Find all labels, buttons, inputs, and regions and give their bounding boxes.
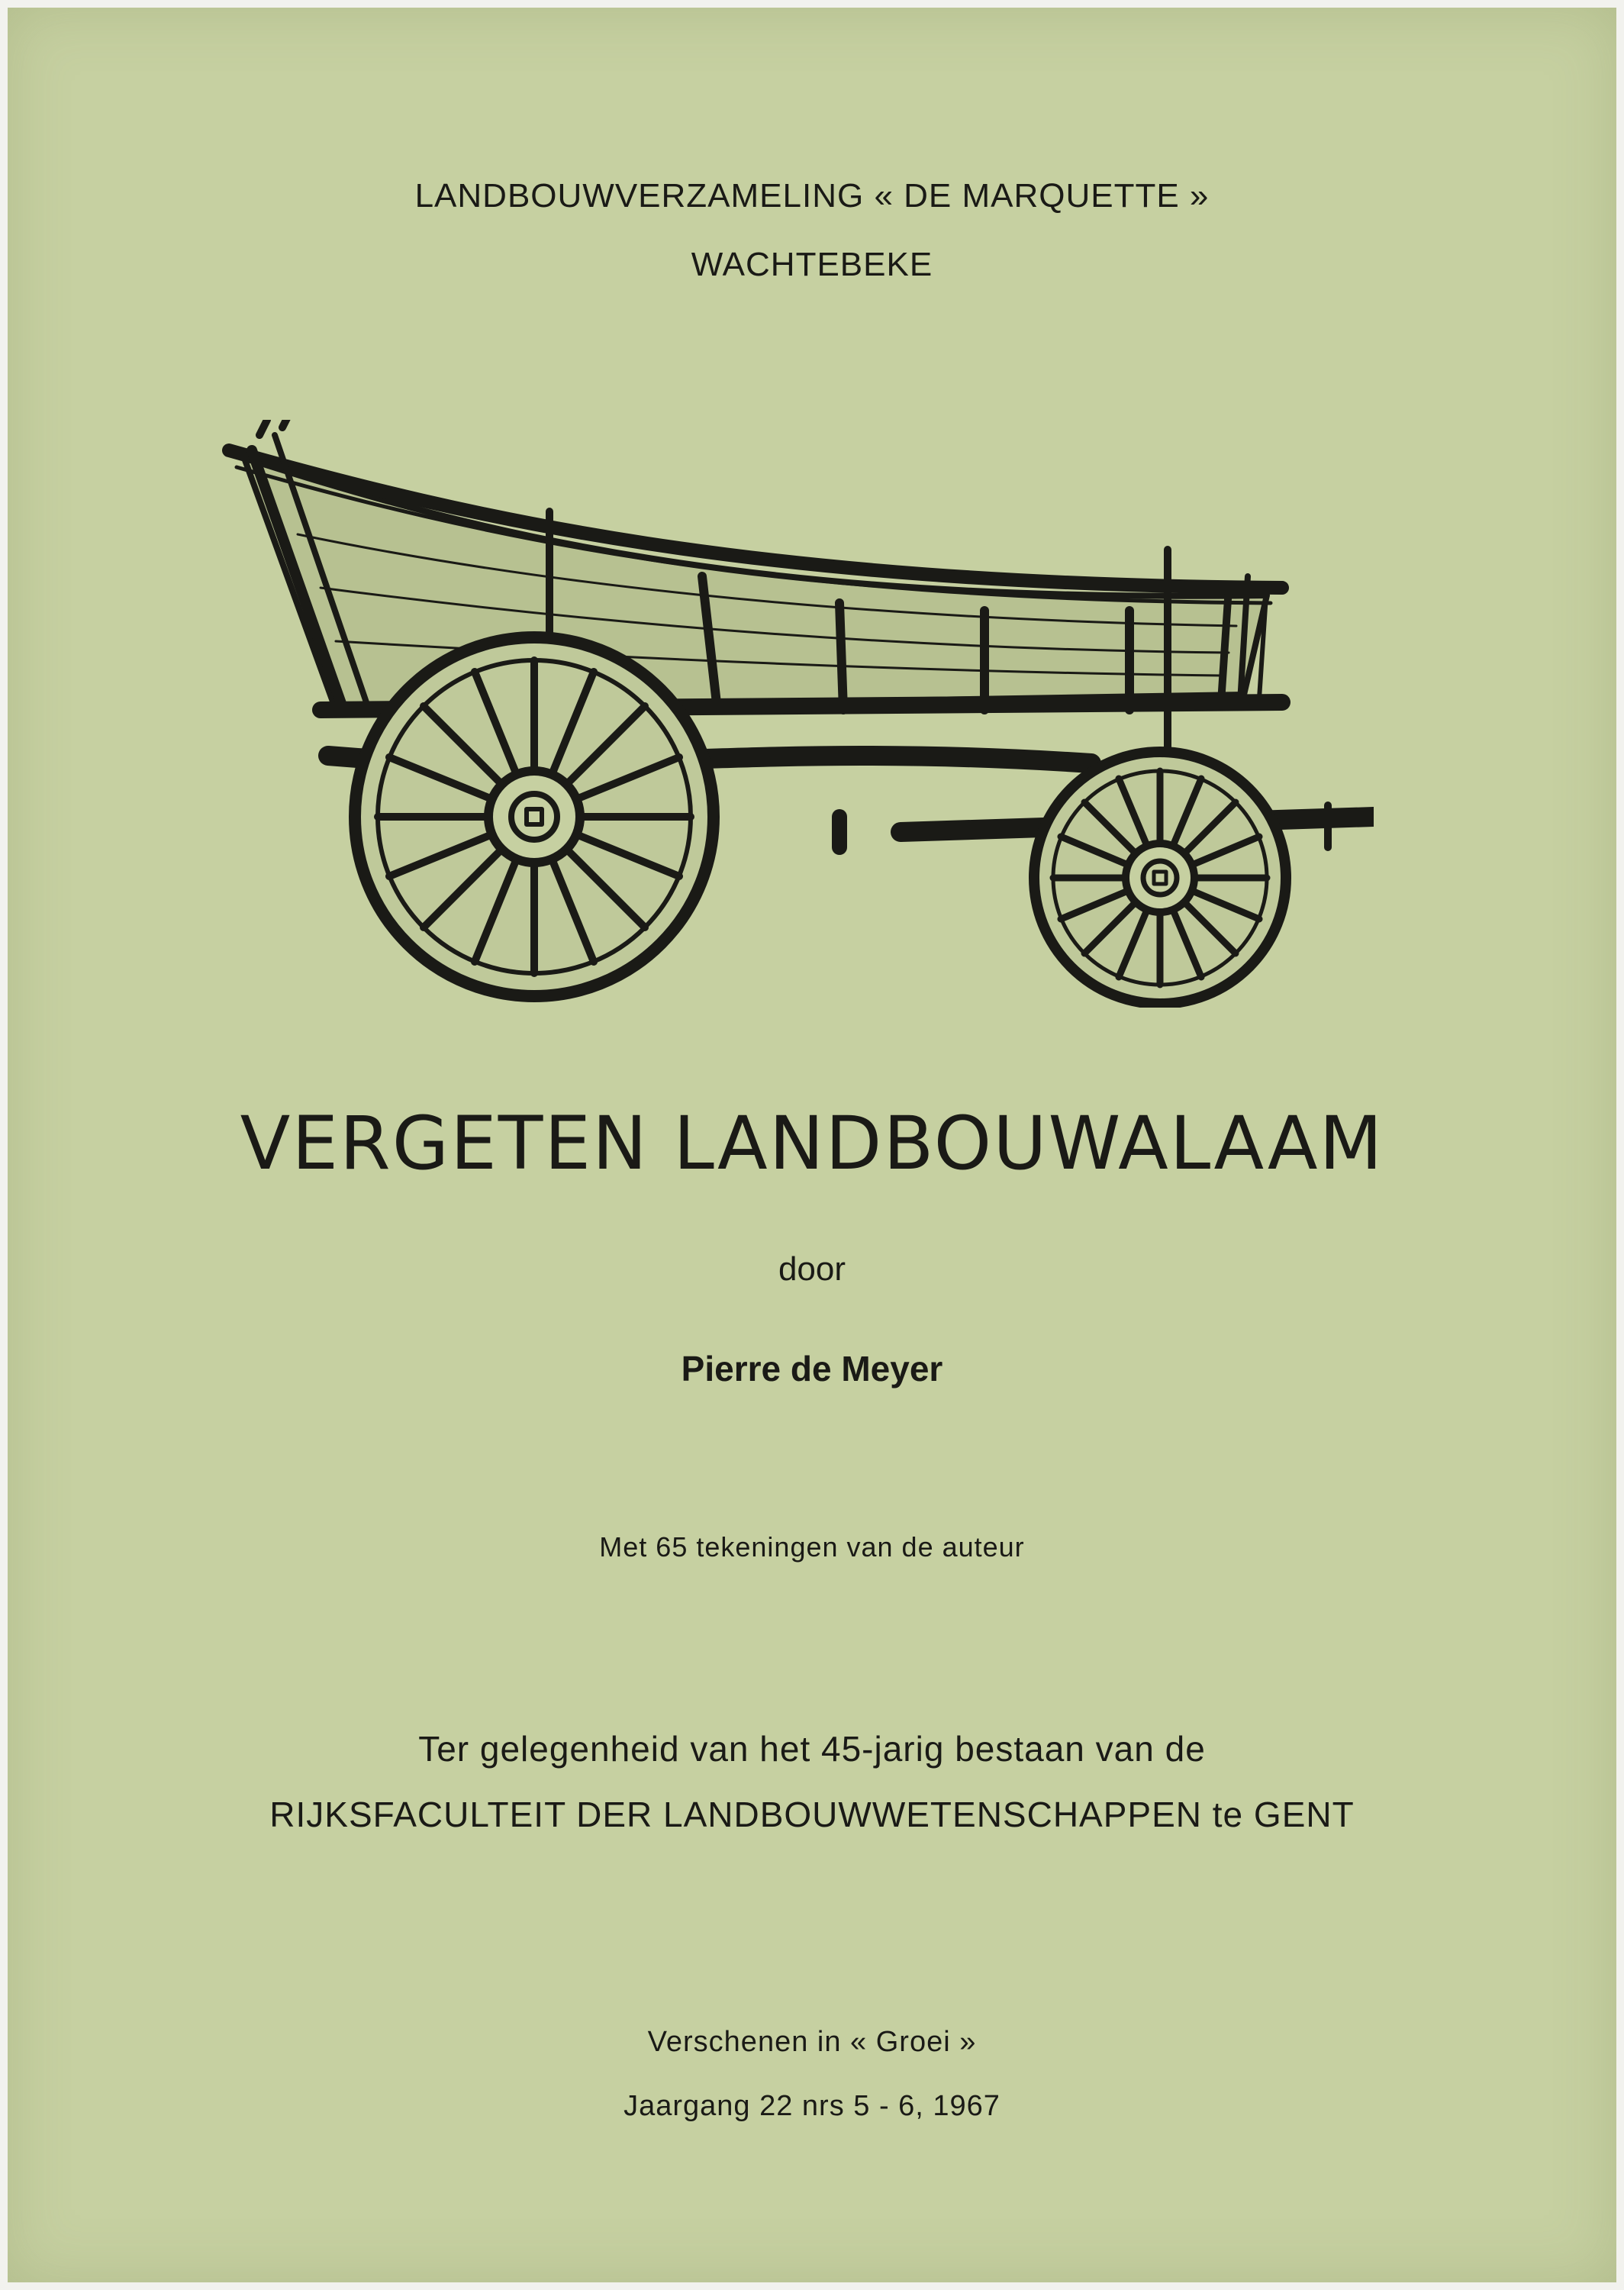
book-cover bbox=[8, 8, 1616, 2282]
author-name: Pierre de Meyer bbox=[681, 1349, 943, 1389]
drawings-note: Met 65 tekeningen van de auteur bbox=[599, 1531, 1025, 1563]
published-in: Verschenen in « Groei » bbox=[647, 2026, 977, 2058]
by-label: door bbox=[778, 1250, 846, 1288]
farm-wagon-illustration bbox=[214, 420, 1374, 1008]
volume-info: Jaargang 22 nrs 5 - 6, 1967 bbox=[624, 2090, 1000, 2122]
occasion-line-1: Ter gelegenheid van het 45-jarig bestaan van de bbox=[418, 1729, 1206, 1769]
institution-name: LANDBOUWVERZAMELING « DE MARQUETTE » bbox=[414, 177, 1210, 214]
book-title: VERGETEN LANDBOUWALAAM bbox=[240, 1101, 1384, 1186]
place-name: WACHTEBEKE bbox=[691, 246, 933, 283]
occasion-line-2: RIJKSFACULTEIT DER LANDBOUWWETENSCHAPPEN te GENT bbox=[269, 1795, 1355, 1834]
